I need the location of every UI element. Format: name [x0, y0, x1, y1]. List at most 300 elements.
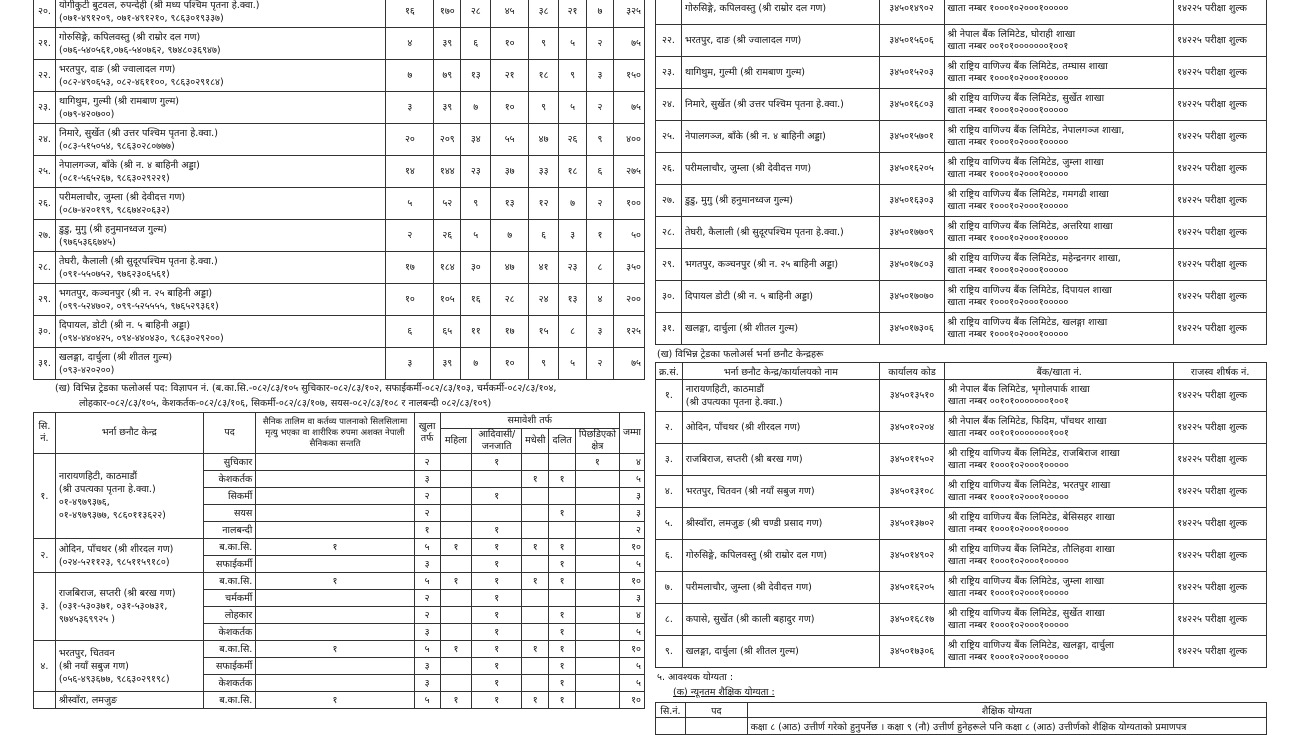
- cell-c1: ६: [386, 316, 434, 348]
- cell-post: सिकर्मी: [203, 488, 255, 505]
- revenue-code: १४२२५: [1177, 227, 1202, 238]
- cell-sn: १.: [34, 454, 56, 539]
- cell-c6: २३: [559, 252, 587, 284]
- cell-t: १: [256, 692, 414, 709]
- bank-name: श्री राष्ट्रिय वाणिज्य बैंक लिमिटेड, भरतपुर शाखा: [947, 479, 1111, 491]
- center-phone: (९७६५३६६७४५): [58, 236, 116, 248]
- cell-c2: ३९: [434, 348, 461, 380]
- center-quota-table: [33, 0, 645, 380]
- cell-code: ३४५०११५०२: [880, 444, 945, 476]
- cell-center: [55, 156, 385, 188]
- right-note: (ख) विभिन्न ट्रेडका फलोअर्स भर्ना छनौट केन्द्रहरू: [657, 349, 824, 360]
- cell-m: [522, 658, 549, 675]
- cell-tot: ५: [619, 658, 644, 675]
- cell-revenue: [1174, 281, 1267, 313]
- cell-office: [681, 121, 879, 153]
- cell-post: ब.का.सि.: [203, 573, 255, 590]
- cell-bank: [944, 476, 1173, 508]
- cell-sn: ९.: [656, 636, 683, 668]
- office-name: श्रीस्वाँरा, लमजुङ (श्री चण्डी प्रसाद गण): [685, 518, 823, 529]
- cell-bank: [944, 249, 1174, 281]
- cell-sn: २२.: [656, 25, 682, 57]
- cell-office: [682, 476, 879, 508]
- rcol-office: भर्ना छनौट केन्द्र/कार्यालयको नाम: [682, 363, 879, 380]
- cell-sn: २४.: [656, 89, 682, 121]
- cell-t: १: [256, 573, 414, 590]
- cell-c4: १०: [491, 28, 529, 60]
- table-row: [656, 636, 1267, 668]
- cell-sn: ३.: [34, 573, 56, 641]
- table-row: [34, 60, 645, 92]
- office-name: भरतपुर, दाङ (श्री ज्वालादल गण): [684, 35, 802, 46]
- center-line: भरतपुर, चितवन: [58, 647, 115, 659]
- cell-c7: २: [587, 92, 614, 124]
- office-name: भरतपुर, चितवन (श्री नयाँ सबुज गण): [685, 486, 815, 497]
- cell-o: ५: [414, 539, 440, 556]
- cell-w: १: [440, 539, 472, 556]
- cell-w: [440, 624, 472, 641]
- cell-revenue: [1174, 313, 1267, 345]
- cell-office: [681, 281, 879, 313]
- cell-office: [682, 636, 879, 668]
- revenue-label: परीक्षा शुल्क: [1205, 582, 1248, 593]
- cell-w: [440, 675, 472, 692]
- cell-b: [575, 641, 619, 658]
- account-number: खाता नम्बर ००१०१०००००००१००१: [947, 427, 1069, 439]
- center-phone: (०७९-४२०७००): [58, 108, 115, 120]
- cell-c1: ४: [386, 28, 434, 60]
- cell-c3: ९: [461, 188, 491, 220]
- table-row: [656, 476, 1267, 508]
- cell-c3: ११: [461, 316, 491, 348]
- cell-c7: २: [587, 28, 614, 60]
- cell-m: [522, 556, 549, 573]
- revenue-code: १४२२५: [1177, 35, 1202, 46]
- revenue-code: १४२२५: [1177, 486, 1202, 497]
- cell-c6: ५: [559, 28, 587, 60]
- cell-center: [55, 124, 385, 156]
- cell-t: [256, 556, 414, 573]
- qual-cell-sn: [656, 718, 686, 735]
- bank-name: श्री राष्ट्रिय वाणिज्य बैंक लिमिटेड, खलङ्गा शाखा: [947, 316, 1108, 328]
- table-row: [656, 412, 1267, 444]
- table-row: [656, 380, 1267, 412]
- cell-revenue: [1174, 185, 1267, 217]
- cell-m: [522, 488, 549, 505]
- cell-center: [55, 692, 203, 709]
- cell-center: [55, 92, 385, 124]
- cell-center: [55, 220, 385, 252]
- office-name: परीमलाचौर, जुम्ला (श्री देवीदत्त गण): [684, 163, 812, 174]
- account-number: खाता नम्बर १०००१०२०००१०००००: [947, 523, 1069, 535]
- cell-c5: ६: [529, 220, 559, 252]
- cell-d: १: [549, 658, 575, 675]
- cell-m: [522, 624, 549, 641]
- col-women: महिला: [440, 429, 472, 454]
- cell-c8: २७५: [613, 156, 644, 188]
- bank-name: श्री राष्ट्रिय वाणिज्य बैंक लिमिटेड, जुम्ला शाखा: [947, 156, 1104, 168]
- cell-c6: २६: [559, 124, 587, 156]
- cell-d: [549, 454, 575, 471]
- center-name: योगीकुटी बुटवल, रुपन्देही (श्री मध्य पश्चिम पृतना हे.क्वा.): [58, 0, 260, 11]
- qual-cell-text: कक्षा ८ (आठ) उत्तीर्ण गरेको हुनुपर्नेछ । कक्षा ९ (नौ) उत्तीर्ण हुनेहरूले पनि कक्षा ८ (आठ) उत्तीर्णको शैक्षिक योग्यताको प्रमाणपत्र: [747, 718, 1266, 735]
- cell-c8: ४००: [613, 124, 644, 156]
- cell-center: [55, 188, 385, 220]
- cell-c5: ४७: [529, 124, 559, 156]
- table-row: [656, 0, 1267, 25]
- office-name: खलङ्गा, दार्चुला (श्री शीतल गुल्म): [685, 646, 799, 657]
- cell-b: [575, 471, 619, 488]
- cell-m: [522, 675, 549, 692]
- bank-name: श्री नेपाल बैंक लिमिटेड, फिदिम, पाँचथर शाखा: [947, 415, 1107, 427]
- cell-code: ३४५०१४९०२: [880, 540, 945, 572]
- bank-name: श्री राष्ट्रिय वाणिज्य बैंक लिमिटेड, अत्तरिया शाखा: [947, 220, 1113, 232]
- cell-sn: ७.: [656, 572, 683, 604]
- cell-tot: १०: [619, 641, 644, 658]
- cell-bank: [944, 380, 1173, 412]
- cell-c3: ५: [461, 220, 491, 252]
- cell-post: ब.का.सि.: [203, 641, 255, 658]
- cell-sn: २.: [34, 539, 56, 573]
- cell-b: [575, 658, 619, 675]
- cell-c5: ३३: [529, 156, 559, 188]
- cell-sn: ३१.: [656, 313, 682, 345]
- cell-t: [256, 658, 414, 675]
- cell-c5: १८: [529, 60, 559, 92]
- center-phone: (०९१-५५०७५२, ९७६२३०६५६१): [58, 268, 170, 280]
- cell-center: [55, 28, 385, 60]
- cell-d: १: [549, 505, 575, 522]
- center-name: तेघरी, कैलाली (श्री सुदूरपश्चिम पृतना हे.क्वा.): [58, 255, 218, 267]
- table-row: [34, 641, 645, 658]
- revenue-label: परीक्षा शुल्क: [1205, 614, 1248, 625]
- cell-c1: ७: [386, 60, 434, 92]
- cell-d: १: [549, 692, 575, 709]
- cell-c1: ५: [386, 188, 434, 220]
- cell-c7: ६: [587, 156, 614, 188]
- cell-bank: [944, 604, 1173, 636]
- cell-a: १: [472, 607, 522, 624]
- col-madhesi: मधेसी: [522, 429, 549, 454]
- cell-center: [55, 454, 203, 539]
- cell-office: [681, 217, 879, 249]
- cell-c8: २००: [613, 284, 644, 316]
- bank-name: श्री राष्ट्रिय वाणिज्य बैंक लिमिटेड, बेसिसहर शाखा: [947, 511, 1115, 523]
- cell-c6: ५: [559, 348, 587, 380]
- cell-m: [522, 607, 549, 624]
- cell-a: १: [472, 454, 522, 471]
- table-row: [34, 92, 645, 124]
- center-name: नेपालगञ्ज, बाँके (श्री न. ४ बाहिनी अड्डा): [58, 159, 200, 171]
- revenue-label: परीक्षा शुल्क: [1205, 486, 1248, 497]
- cell-code: ३४५०१५७०१: [879, 121, 944, 153]
- cell-center: [55, 316, 385, 348]
- revenue-code: १४२२५: [1177, 259, 1202, 270]
- center-line: (०३१-५३०३७१, ०३१-५३०७३१,: [58, 601, 168, 612]
- cell-sn: २३.: [34, 92, 56, 124]
- revenue-code: १४२२५: [1177, 291, 1202, 302]
- cell-office: [682, 444, 879, 476]
- cell-w: [440, 556, 472, 573]
- cell-c2: ७९: [434, 60, 461, 92]
- cell-c1: १४: [386, 156, 434, 188]
- cell-b: [575, 539, 619, 556]
- account-number: खाता नम्बर १०००१०२०००१०००००: [947, 619, 1069, 631]
- cell-sn: १.: [656, 380, 683, 412]
- cell-tot: ५: [619, 675, 644, 692]
- cell-c8: ३५०: [613, 252, 644, 284]
- center-phone: (०८७-४२०१९९, ९८६७४२०६३२): [58, 204, 170, 216]
- cell-m: १: [522, 573, 549, 590]
- cell-office: [682, 508, 879, 540]
- cell-post: सुचिकार: [203, 454, 255, 471]
- cell-center: [55, 348, 385, 380]
- col-total: जम्मा: [619, 413, 644, 454]
- cell-office: [681, 57, 879, 89]
- cell-a: १: [472, 556, 522, 573]
- qcol-qual: शैक्षिक योग्यता: [747, 703, 1266, 718]
- rcol-rev: राजस्व शीर्षक नं.: [1174, 363, 1267, 380]
- revenue-code: १४२२५: [1177, 550, 1202, 561]
- cell-office: [682, 380, 879, 412]
- cell-c5: ९: [529, 348, 559, 380]
- qcol-sn: सि.नं.: [656, 703, 686, 718]
- account-number: खाता नम्बर १०००१०२०००१०००००: [947, 136, 1069, 148]
- cell-c8: १२५: [613, 316, 644, 348]
- cell-sn: [34, 692, 56, 709]
- revenue-label: परीक्षा शुल्क: [1205, 550, 1248, 561]
- cell-o: ३: [414, 675, 440, 692]
- bank-name: श्री राष्ट्रिय वाणिज्य बैंक लिमिटेड, खलङ्गा, दार्चुला: [947, 639, 1114, 651]
- cell-post: ब.का.सि.: [203, 539, 255, 556]
- cell-c8: ७५: [613, 92, 644, 124]
- cell-o: २: [414, 590, 440, 607]
- cell-revenue: [1174, 0, 1267, 25]
- qcol-post: पद: [685, 703, 747, 718]
- cell-bank: [944, 636, 1173, 668]
- account-number: खाता नम्बर ००१०१०००००००१००१: [947, 40, 1069, 52]
- cell-bank: [944, 444, 1173, 476]
- cell-c5: ३८: [529, 0, 559, 28]
- cell-tot: ४: [619, 454, 644, 471]
- cell-tot: १०: [619, 539, 644, 556]
- cell-c5: ९: [529, 92, 559, 124]
- cell-bank: [944, 25, 1174, 57]
- cell-w: [440, 471, 472, 488]
- cell-bank: [944, 121, 1174, 153]
- cell-revenue: [1174, 636, 1267, 668]
- cell-c6: ७: [559, 188, 587, 220]
- cell-c6: ५: [559, 92, 587, 124]
- rcol-code: कार्यालय कोड: [880, 363, 945, 380]
- revenue-label: परीक्षा शुल्क: [1204, 3, 1247, 14]
- qual-cell-post: [685, 718, 747, 735]
- table-row: [34, 220, 645, 252]
- cell-m: [522, 522, 549, 539]
- cell-c2: ३९: [434, 28, 461, 60]
- cell-c3: ६: [461, 28, 491, 60]
- cell-d: १: [549, 641, 575, 658]
- cell-c2: २६: [434, 220, 461, 252]
- cell-c3: २८: [461, 0, 491, 28]
- cell-d: [549, 522, 575, 539]
- center-line: ०१-४९७९३७६,: [58, 497, 110, 508]
- account-number: खाता नम्बर १०००१०२०००१०००००: [947, 328, 1069, 340]
- center-name: भगतपुर, कञ्चनपुर (श्री न. २५ बाहिनी अड्डा): [58, 287, 213, 299]
- cell-t: १: [256, 641, 414, 658]
- cell-c3: १३: [461, 60, 491, 92]
- cell-tot: ३: [619, 488, 644, 505]
- cell-code: ३४५०१३७०२: [880, 508, 945, 540]
- cell-sn: ६.: [656, 540, 683, 572]
- cell-c6: २१: [559, 0, 587, 28]
- cell-code: ३४५०१४९०२: [879, 0, 944, 25]
- cell-office: [681, 25, 879, 57]
- cell-b: [575, 573, 619, 590]
- revenue-label: परीक्षा शुल्क: [1204, 259, 1247, 270]
- table-row: [34, 188, 645, 220]
- office-name: दिपायल डोटी (श्री न. ५ बाहिनी अड्डा): [684, 291, 814, 302]
- bank-name: श्री राष्ट्रिय वाणिज्य बैंक लिमिटेड, तम्घास शाखा: [947, 60, 1108, 72]
- center-name: दिपायल, डोटी (श्री न. ५ बाहिनी अड्डा): [58, 319, 191, 331]
- cell-c6: ९: [559, 60, 587, 92]
- bank-name: श्री राष्ट्रिय वाणिज्य बैंक लिमिटेड, गमगढी शाखा: [947, 188, 1109, 200]
- cell-sn: २३.: [656, 57, 682, 89]
- cell-office: [681, 185, 879, 217]
- follower-quota-table: [33, 412, 645, 709]
- table-row: [656, 25, 1267, 57]
- cell-o: २: [414, 488, 440, 505]
- cell-a: १: [472, 658, 522, 675]
- office-name: ओदिन, पाँचथर (श्री शीरदल गण): [685, 422, 801, 433]
- cell-sn: २४.: [34, 124, 56, 156]
- revenue-code: १४२२५: [1177, 614, 1202, 625]
- table-row: [34, 284, 645, 316]
- cell-sn: [656, 0, 682, 25]
- cell-c6: ८: [559, 316, 587, 348]
- cell-d: १: [549, 624, 575, 641]
- revenue-code: १४२२५: [1177, 3, 1202, 14]
- cell-m: १: [522, 539, 549, 556]
- cell-code: ३४५०१६८०३: [879, 89, 944, 121]
- cell-m: [522, 590, 549, 607]
- col-post: पद: [203, 413, 255, 454]
- office-name: निमारे, सुर्खेत (श्री उत्तर पश्चिम पृतना हे.क्वा.): [684, 99, 844, 110]
- cell-c4: १०: [491, 92, 529, 124]
- cell-sn: ५.: [656, 508, 683, 540]
- account-number: खाता नम्बर १०००१०२०००१०००००: [947, 2, 1069, 14]
- cell-sn: २५.: [656, 121, 682, 153]
- revenue-label: परीक्षा शुल्क: [1204, 131, 1247, 142]
- col-adivasi: आदिवासी/ जनजाति: [472, 429, 522, 454]
- table-row: [34, 156, 645, 188]
- revenue-label: परीक्षा शुल्क: [1205, 422, 1248, 433]
- cell-revenue: [1174, 412, 1267, 444]
- cell-o: २: [414, 505, 440, 522]
- cell-w: [440, 454, 472, 471]
- center-line: ९७४५३६९९२५ ): [58, 614, 115, 625]
- center-name: खलङ्गा, दार्चुला (श्री शीतल गुल्म): [58, 351, 173, 363]
- col-sn: सि. नं.: [34, 413, 56, 454]
- cell-bank: [944, 89, 1174, 121]
- cell-w: [440, 590, 472, 607]
- revenue-code: १४२२५: [1177, 518, 1202, 529]
- cell-sn: २.: [656, 412, 683, 444]
- cell-code: ३४५०१०२०४: [880, 412, 945, 444]
- cell-c6: १८: [559, 156, 587, 188]
- cell-bank: [944, 540, 1173, 572]
- cell-office: [681, 153, 879, 185]
- cell-d: १: [549, 675, 575, 692]
- cell-m: १: [522, 641, 549, 658]
- revenue-label: परीक्षा शुल्क: [1204, 163, 1247, 174]
- table-row: [656, 540, 1267, 572]
- cell-post: केशकर्तक: [203, 675, 255, 692]
- cell-sn: ४.: [656, 476, 683, 508]
- table-row: [656, 57, 1267, 89]
- table-row: [34, 454, 645, 471]
- cell-bank: [944, 313, 1174, 345]
- table-row: [34, 348, 645, 380]
- cell-revenue: [1174, 380, 1267, 412]
- cell-code: ३४५०१५२०३: [879, 57, 944, 89]
- cell-code: ३४५०१३१०८: [880, 476, 945, 508]
- center-line: ओदिन, पाँचथर (श्री शीरदल गण): [58, 543, 174, 555]
- revenue-label: परीक्षा शुल्क: [1205, 454, 1248, 465]
- cell-code: ३४५०१७०७०: [879, 281, 944, 313]
- cell-code: ३४५०१७७०९: [879, 217, 944, 249]
- qualification-table: [655, 702, 1267, 735]
- cell-c3: ७: [461, 348, 491, 380]
- center-line: राजबिराज, सप्तरी (श्री बरख गण): [58, 588, 176, 599]
- cell-w: [440, 488, 472, 505]
- revenue-label: परीक्षा शुल्क: [1204, 35, 1247, 46]
- cell-center: [55, 60, 385, 92]
- cell-post: केशकर्तक: [203, 624, 255, 641]
- cell-sn: ३०.: [656, 281, 682, 313]
- bank-name: श्री राष्ट्रिय वाणिज्य बैंक लिमिटेड, जुम्ला शाखा: [947, 575, 1105, 587]
- revenue-label: परीक्षा शुल्क: [1205, 390, 1248, 401]
- cell-office: [682, 572, 879, 604]
- cell-tot: ५: [619, 471, 644, 488]
- cell-c7: ८: [587, 252, 614, 284]
- cell-revenue: [1174, 508, 1267, 540]
- office-name: कपासे, सुर्खेत (श्री काली बहादुर गण): [685, 614, 815, 625]
- cell-revenue: [1174, 121, 1267, 153]
- bank-name: श्री राष्ट्रिय वाणिज्य बैंक लिमिटेड, सुर्खेत शाखा: [947, 607, 1105, 619]
- table-row: [34, 539, 645, 556]
- cell-o: २: [414, 454, 440, 471]
- cell-c7: ९: [587, 124, 614, 156]
- cell-c3: ७: [461, 92, 491, 124]
- cell-code: ३४५०१७३०६: [879, 313, 944, 345]
- cell-c1: १०: [386, 284, 434, 316]
- center-phone: (०९३-४२०२००): [58, 364, 115, 376]
- cell-tot: २: [619, 522, 644, 539]
- cell-c2: १८४: [434, 252, 461, 284]
- cell-c2: १४४: [434, 156, 461, 188]
- office-name: राजबिराज, सप्तरी (श्री बरख गण): [685, 454, 803, 465]
- account-number: खाता नम्बर १०००१०२०००१०००००: [947, 264, 1069, 276]
- table-row: [656, 604, 1267, 636]
- cell-office: [681, 249, 879, 281]
- bank-name: श्री राष्ट्रिय वाणिज्य बैंक लिमिटेड, सुर्खेत शाखा: [947, 92, 1105, 104]
- account-number: खाता नम्बर १०००१०२०००१०००००: [947, 104, 1069, 116]
- cell-sn: ३१.: [34, 348, 56, 380]
- center-phone: (०८१-५६५२६७, ९८६३०२९२२१): [58, 172, 170, 184]
- revenue-label: परीक्षा शुल्क: [1204, 291, 1247, 302]
- cell-c6: ३: [559, 220, 587, 252]
